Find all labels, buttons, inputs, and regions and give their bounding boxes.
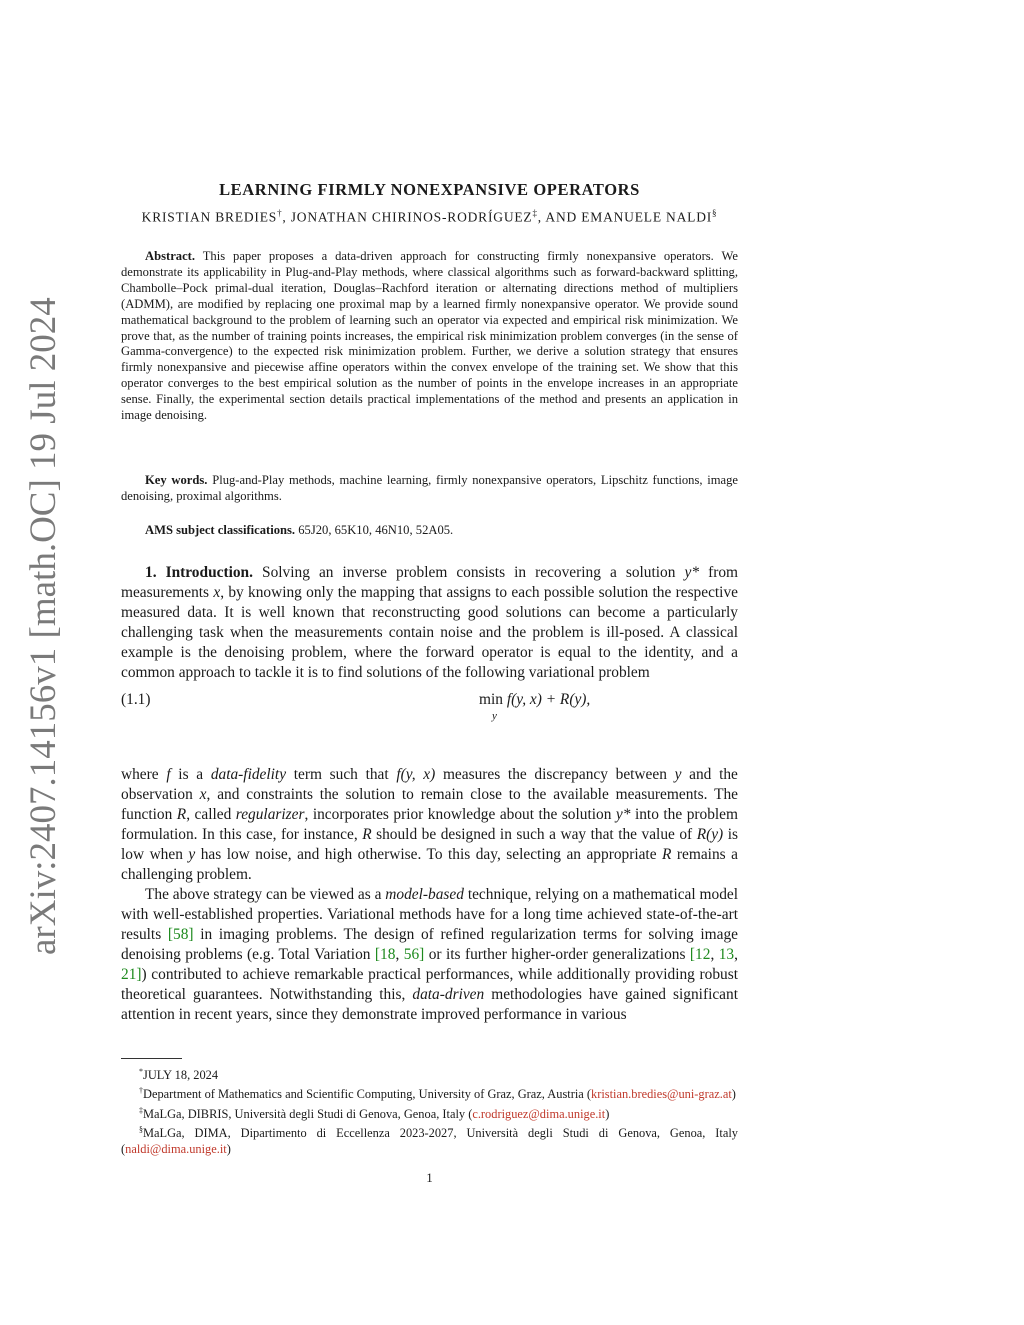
footnote-text: JULY 18, 2024 — [143, 1068, 219, 1083]
footnote-text: ) — [226, 1142, 231, 1157]
math-symbol: x — [213, 584, 221, 601]
footnote-mark: † — [139, 1086, 143, 1096]
body-text: , called — [186, 806, 232, 823]
body-text: from measurements — [121, 564, 738, 601]
body-text: The above strategy can be viewed as a — [145, 886, 382, 903]
footnote-text: ) — [731, 1087, 736, 1102]
ams-label: AMS subject classifications. — [145, 523, 296, 537]
equation-number: (1.1) — [121, 691, 151, 708]
paragraph-model-based — [121, 885, 738, 1025]
emphasis-term: model-based — [385, 886, 464, 903]
introduction-paragraph — [121, 563, 738, 683]
abstract-text: This paper proposes a data-driven approach for constructing firmly nonexpansive operators. We demonstrate its applicability in Plug-and-Play methods, where classical algorithms such as forward-backward splitting, Chambolle–Pock primal-dual iteration, Douglas–Rachford iteration or alternating directions method of multipliers (ADMM), are modified by replacing one proximal map by a learned firmly nonexpansive operator. We provide sound mathematical background to the problem of learning such an operator via expected and empirical risk minimization. We prove that, as the number of training points increases, the empirical risk minimization problem converges (in the sense of Gamma-convergence) to the expected risk minimization problem. Further, we derive a solution strategy that ensures firmly nonexpansive and piecewise affine operators within the convex envelope of the training set. We show that this operator converges to the best empirical solution as the number of points in the envelope increases in an appropriate sense. Finally, the experimental section details practical implementations of the method and presents an application in image denoising. — [121, 249, 738, 423]
body-text: , — [734, 946, 738, 963]
min-subscript: y — [492, 710, 497, 722]
citation-link[interactable]: [58] — [167, 926, 194, 943]
footnote-mark: § — [139, 1124, 143, 1134]
body-text: methodologies have gained significant attention in recent years, since they demonstrate improved performance in various — [121, 986, 738, 1023]
author-2-mark: ‡ — [532, 208, 538, 218]
body-text: , — [395, 946, 404, 963]
footnote-text: Department of Mathematics and Scientific Computing, University of Graz, Graz, Austria ( — [143, 1087, 592, 1102]
abstract — [121, 249, 738, 424]
body-text: or its further higher-order generalizations — [428, 946, 686, 963]
author-3-mark: § — [712, 208, 718, 218]
author-separator: , — [282, 209, 291, 225]
ams-text: 65J20, 65K10, 46N10, 52A05. — [298, 523, 454, 537]
math-symbol: R — [362, 826, 372, 843]
emphasis-term: data-fidelity — [210, 766, 287, 783]
math-symbol: y — [674, 766, 682, 783]
footnote-text: MaLGa, DIMA, Dipartimento di Eccellenza 2023-2027, Università degli Studi di Genova, Genoa, Italy ( — [121, 1126, 738, 1157]
body-text: should be designed in such a way that the value of — [376, 826, 693, 843]
footnote-rule — [121, 1058, 182, 1059]
body-text: in imaging problems. The design of refined regularization terms for solving image denoising problems (e.g. Total Variation — [121, 926, 738, 963]
author-2: JONATHAN CHIRINOS-RODRÍGUEZ — [290, 209, 533, 225]
math-symbol: R — [662, 846, 672, 863]
body-text: has low noise, and high otherwise. To this day, selecting an appropriate — [200, 846, 657, 863]
citation-link[interactable]: [12 — [689, 946, 711, 963]
body-text: technique, relying on a mathematical model with well-established properties. Variational methods have for a long time achieved state-of-the-art results — [121, 886, 738, 943]
body-text: is low when — [121, 826, 738, 863]
math-symbol: x — [199, 786, 207, 803]
footnotes — [121, 1064, 738, 1158]
citation-link[interactable]: 21] — [121, 966, 142, 983]
math-symbol: y — [188, 846, 196, 863]
math-symbol: R(y) — [696, 826, 724, 843]
footnote-mark: * — [139, 1067, 143, 1076]
body-text: where — [121, 766, 159, 783]
math-symbol: y* — [615, 806, 631, 823]
footnote-mark: ‡ — [139, 1105, 143, 1115]
body-text: , — [710, 946, 719, 963]
min-operator: min — [479, 691, 503, 708]
math-symbol: y* — [684, 564, 700, 581]
page-number: 1 — [426, 1170, 433, 1185]
author-line — [121, 208, 738, 226]
email-link[interactable]: naldi@dima.unige.it — [125, 1142, 227, 1157]
author-separator: , AND — [537, 209, 582, 225]
body-text: into the problem formulation. In this case, for instance, — [121, 806, 738, 843]
email-link[interactable]: c.rodriguez@dima.unige.it — [472, 1106, 606, 1121]
math-symbol: R — [176, 806, 187, 823]
footnote-affiliation-2 — [121, 1103, 738, 1122]
footnote-affiliation-3 — [121, 1122, 738, 1158]
body-text: remains a challenging problem. — [121, 846, 738, 883]
math-symbol: f — [166, 766, 171, 783]
keywords-text: Plug-and-Play methods, machine learning, firmly nonexpansive operators, Lipschitz functions, image denoising, proximal algorithms. — [121, 473, 739, 503]
footnote-text: MaLGa, DIBRIS, Università degli Studi di Genova, Genoa, Italy ( — [143, 1106, 473, 1121]
footnote-text: ) — [605, 1106, 610, 1121]
body-text: and the observation — [121, 766, 738, 803]
citation-link[interactable]: 13 — [718, 946, 735, 963]
email-link[interactable]: kristian.bredies@uni-graz.at — [591, 1087, 732, 1102]
emphasis-term: data-driven — [412, 986, 485, 1003]
body-text: , by knowing only the mapping that assigns to each possible solution the respective measured data. It is well known that reconstructing good solutions can become a particularly challenging task when the measurements contain noise and the problem is ill-posed. A classical example is the denoising problem, where the forward operator is equal to the identity, and a common approach to tackle it is to find solutions of the following variational problem — [121, 584, 738, 681]
footnote-date — [121, 1064, 738, 1083]
author-3: EMANUELE NALDI — [581, 209, 713, 225]
body-text: ) contributed to achieve remarkable practical performances, while additionally providing robust theoretical guarantees. Notwithstanding this, — [121, 966, 738, 1003]
body-text: term such that — [293, 766, 389, 783]
footnote-affiliation-1 — [121, 1083, 738, 1102]
author-1: KRISTIAN BREDIES — [141, 209, 278, 225]
emphasis-term: regularizer — [235, 806, 305, 823]
math-symbol: f(y, x) — [396, 766, 436, 783]
paragraph-variational — [121, 765, 738, 885]
equation-body — [479, 691, 591, 722]
ams-classifications — [121, 523, 738, 539]
body-text: , incorporates prior knowledge about the solution — [304, 806, 612, 823]
body-text: Solving an inverse problem consists in recovering a solution — [262, 564, 676, 581]
keywords-label: Key words. — [145, 473, 208, 487]
equation-expression: f(y, x) + R(y), — [506, 691, 591, 708]
equation-1-1 — [121, 687, 738, 727]
section-heading: 1. Introduction. — [145, 564, 253, 581]
body-text: , and constraints the solution to remain close to the available measurements. The function — [121, 786, 738, 823]
author-1-mark: † — [277, 208, 283, 218]
abstract-label: Abstract. — [145, 249, 196, 263]
keywords — [121, 473, 738, 505]
body-text: measures the discrepancy between — [442, 766, 667, 783]
citation-link[interactable]: 56] — [403, 946, 425, 963]
body-text: is a — [178, 766, 204, 783]
arxiv-stamp: arXiv:2407.14156v1 [math.OC] 19 Jul 2024 — [23, 297, 64, 955]
paper-title: LEARNING FIRMLY NONEXPANSIVE OPERATORS — [219, 180, 640, 199]
citation-link[interactable]: [18 — [374, 946, 396, 963]
